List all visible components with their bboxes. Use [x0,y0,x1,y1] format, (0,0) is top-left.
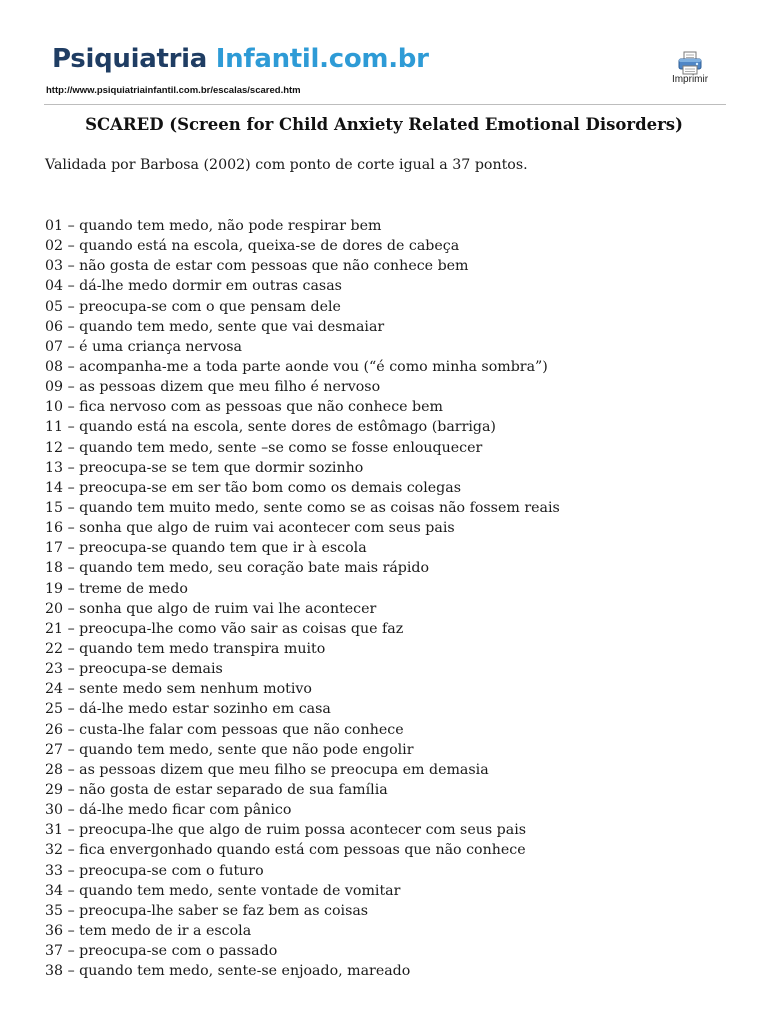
questionnaire-item: 20 – sonha que algo de ruim vai lhe acontecer [45,600,377,617]
document-title: SCARED (Screen for Child Anxiety Related Emotional Disorders) [85,115,683,134]
site-logo[interactable] [52,46,429,72]
questionnaire-item: 28 – as pessoas dizem que meu filho se preocupa em demasia [45,761,489,778]
questionnaire-item: 02 – quando está na escola, queixa-se de dores de cabeça [45,238,460,255]
questionnaire-item: 23 – preocupa-se demais [45,661,223,678]
questionnaire-item: 21 – preocupa-lhe como vão sair as coisas que faz [45,620,404,637]
questionnaire-item: 37 – preocupa-se com o passado [45,943,278,960]
questionnaire-item: 36 – tem medo de ir a escola [45,922,252,939]
questionnaire-item: 16 – sonha que algo de ruim vai acontecer com seus pais [45,520,455,537]
questionnaire-item: 31 – preocupa-lhe que algo de ruim possa acontecer com seus pais [45,822,527,839]
questionnaire-item: 05 – preocupa-se com o que pensam dele [45,298,341,315]
questionnaire-item: 17 – preocupa-se quando tem que ir à escola [45,540,367,557]
questionnaire-item: 09 – as pessoas dizem que meu filho é nervoso [45,379,381,396]
questionnaire-item: 38 – quando tem medo, sente-se enjoado, mareado [45,963,411,980]
page-url: http://www.psiquiatriainfantil.com.br/escalas/scared.htm [46,85,301,96]
page-header [0,0,768,108]
questionnaire-item: 03 – não gosta de estar com pessoas que não conhece bem [45,258,469,275]
questionnaire-item: 29 – não gosta de estar separado de sua família [45,781,388,798]
questionnaire-item: 22 – quando tem medo transpira muito [45,640,326,657]
questionnaire-item: 11 – quando está na escola, sente dores de estômago (barriga) [45,419,496,436]
questionnaire-item: 26 – custa-lhe falar com pessoas que não conhece [45,721,404,738]
logo-text-infantil: Infantil.com.br [215,44,429,74]
questionnaire-item: 14 – preocupa-se em ser tão bom como os demais colegas [45,479,461,496]
questionnaire-item: 04 – dá-lhe medo dormir em outras casas [45,278,342,295]
questionnaire-items-list [45,216,560,981]
questionnaire-item: 10 – fica nervoso com as pessoas que não conhece bem [45,399,443,416]
questionnaire-item: 35 – preocupa-lhe saber se faz bem as coisas [45,902,369,919]
questionnaire-item: 30 – dá-lhe medo ficar com pânico [45,802,292,819]
questionnaire-item: 07 – é uma criança nervosa [45,338,243,355]
logo-text-psiquiatria: Psiquiatria [52,44,207,74]
questionnaire-item: 32 – fica envergonhado quando está com pessoas que não conhece [45,842,526,859]
questionnaire-item: 06 – quando tem medo, sente que vai desmaiar [45,318,385,335]
print-button[interactable] [664,51,716,91]
questionnaire-item: 08 – acompanha-me a toda parte aonde vou (“é como minha sombra”) [45,358,548,375]
questionnaire-item: 27 – quando tem medo, sente que não pode engolir [45,741,414,758]
header-divider [44,104,726,105]
questionnaire-item: 24 – sente medo sem nenhum motivo [45,681,312,698]
questionnaire-item: 15 – quando tem muito medo, sente como se as coisas não fossem reais [45,499,560,516]
document-intro: Validada por Barbosa (2002) com ponto de corte igual a 37 pontos. [45,157,528,173]
questionnaire-item: 18 – quando tem medo, seu coração bate mais rápido [45,560,430,577]
questionnaire-item: 33 – preocupa-se com o futuro [45,862,264,879]
questionnaire-item: 01 – quando tem medo, não pode respirar bem [45,218,382,234]
printer-icon [677,51,703,75]
print-label: Imprimir [671,74,709,85]
questionnaire-item: 25 – dá-lhe medo estar sozinho em casa [45,701,331,718]
questionnaire-item: 34 – quando tem medo, sente vontade de vomitar [45,882,401,899]
questionnaire-item: 13 – preocupa-se se tem que dormir sozinho [45,459,364,476]
questionnaire-item: 19 – treme de medo [45,580,188,597]
questionnaire-item: 12 – quando tem medo, sente –se como se fosse enlouquecer [45,439,483,456]
